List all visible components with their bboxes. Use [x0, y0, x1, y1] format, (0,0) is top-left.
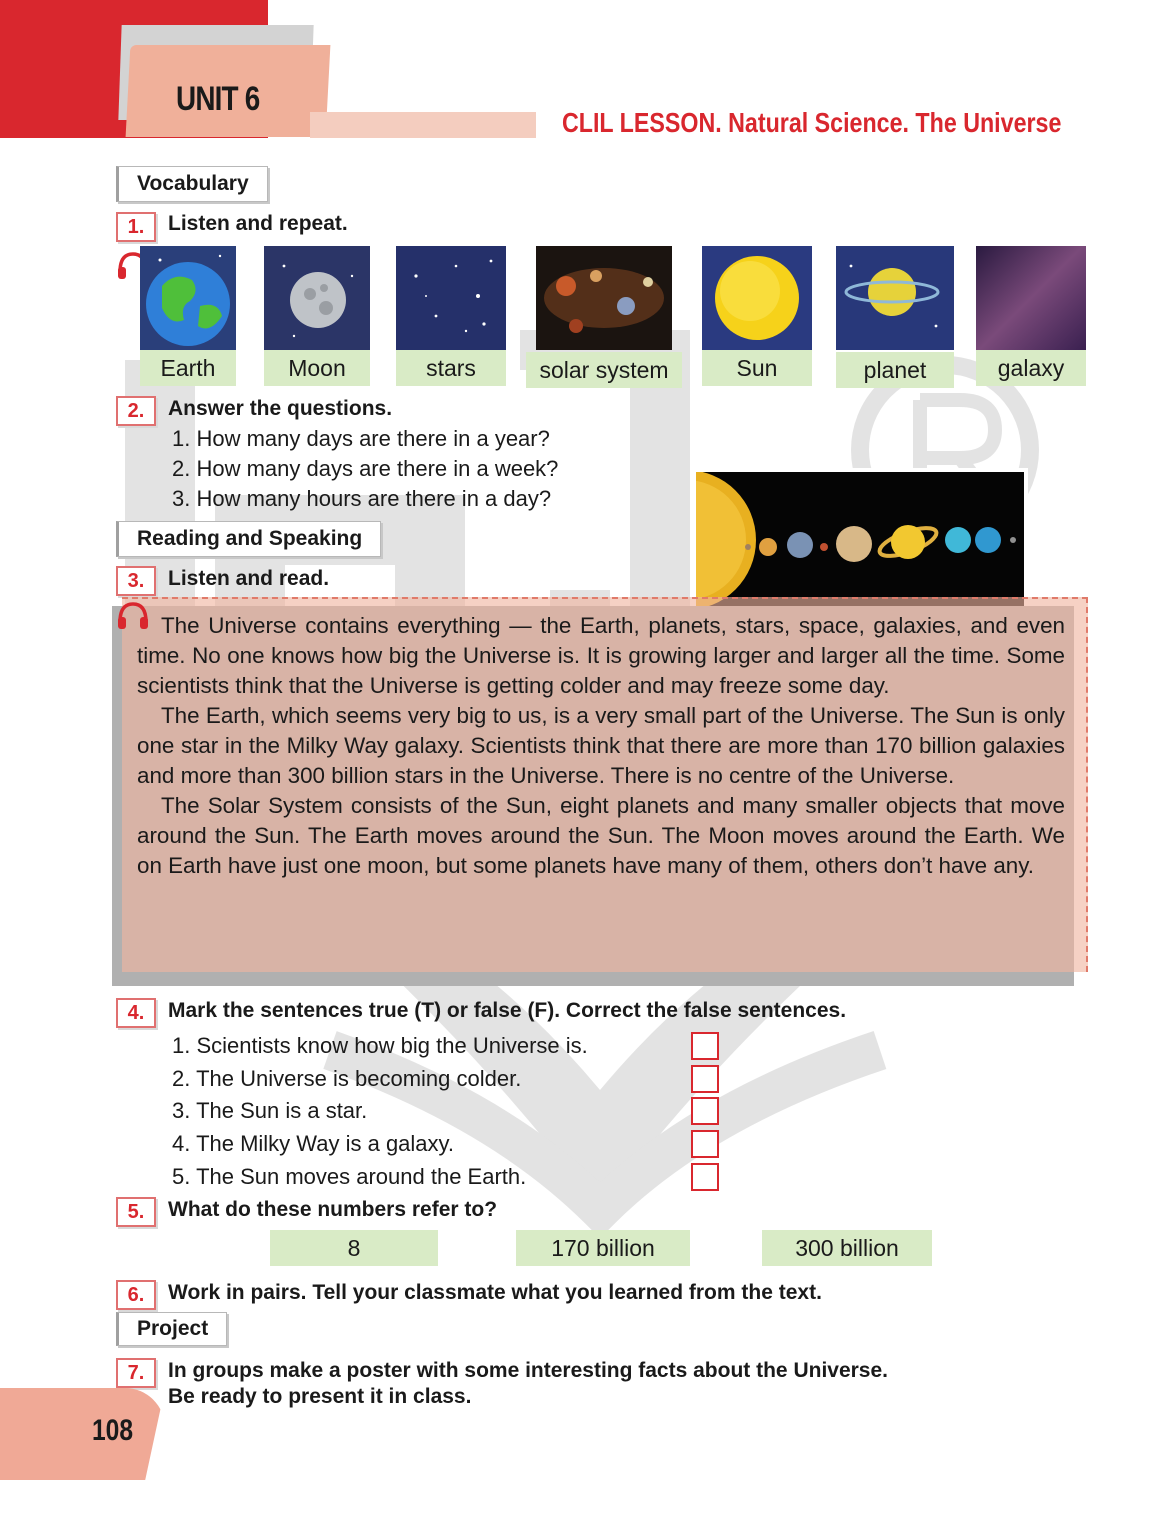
question-2: 2. How many days are there in a week? [172, 456, 559, 481]
planet-image [836, 246, 954, 350]
header-strip [310, 112, 536, 138]
exercise-2-instruction: Answer the questions. [168, 397, 393, 420]
unit-title: UNIT 6 [176, 80, 260, 118]
section-project: Project [116, 1312, 227, 1346]
moon-image [264, 246, 370, 350]
solar-system-image [536, 246, 672, 350]
exercise-7-instruction-line-2: Be ready to present it in class. [168, 1385, 472, 1408]
reading-paragraph-2: The Earth, which seems very big to us, is a very small part of the Universe. The Sun is only one star in the Milky Way galaxy. Scientists think that there are more than 170 billion galaxies and more than 300 billion stars in the Universe. There is no centre of the Universe. [137, 703, 1065, 788]
exercise-4-instruction: Mark the sentences true (T) or false (F). Correct the false sentences. [168, 999, 847, 1022]
exercise-3-instruction: Listen and read. [168, 567, 330, 590]
reading-paragraph-1: The Universe contains everything — the Earth, planets, stars, space, galaxies, and even time. No one knows how big the Universe is. It is growing larger and larger all the time. Some scientists think that the Universe is getting colder and may freeze some day. [137, 613, 1065, 698]
tf-checkbox-2[interactable] [691, 1065, 719, 1093]
vocab-label-galaxy: galaxy [976, 350, 1086, 386]
exercise-5-instruction: What do these numbers refer to? [168, 1198, 498, 1221]
lesson-title: CLIL LESSON. Natural Science. The Universe [562, 107, 1062, 138]
exercise-number-5: 5. [116, 1197, 156, 1227]
statement-5: 5. The Sun moves around the Earth. [172, 1164, 527, 1189]
vocab-label-moon: Moon [264, 350, 370, 386]
exercise-1-instruction: Listen and repeat. [168, 212, 348, 235]
section-vocabulary: Vocabulary [116, 166, 268, 202]
sun-image [702, 246, 812, 350]
page-corner [0, 1388, 165, 1480]
tf-checkbox-3[interactable] [691, 1097, 719, 1125]
statement-3: 3. The Sun is a star. [172, 1098, 368, 1123]
exercise-7-instruction-line-1: In groups make a poster with some interesting facts about the Universe. [168, 1359, 888, 1382]
vocab-label-earth: Earth [140, 350, 236, 386]
earth-image [140, 246, 236, 350]
section-reading-speaking: Reading and Speaking [116, 521, 381, 557]
vocab-label-sun: Sun [702, 350, 812, 386]
exercise-number-1: 1. [116, 212, 156, 242]
exercise-number-6: 6. [116, 1280, 156, 1310]
exercise-6-instruction: Work in pairs. Tell your classmate what you learned from the text. [168, 1281, 822, 1304]
tf-checkbox-4[interactable] [691, 1130, 719, 1158]
question-1: 1. How many days are there in a year? [172, 426, 550, 451]
exercise-number-4: 4. [116, 998, 156, 1028]
number-chip-300-billion: 300 billion [762, 1230, 932, 1266]
exercise-number-7: 7. [116, 1358, 156, 1388]
statement-4: 4. The Milky Way is a galaxy. [172, 1131, 455, 1156]
reading-text [137, 611, 1065, 881]
galaxy-image [976, 246, 1086, 350]
tf-checkbox-5[interactable] [691, 1163, 719, 1191]
exercise-number-3: 3. [116, 566, 156, 596]
tf-checkbox-1[interactable] [691, 1032, 719, 1060]
stars-image [396, 246, 506, 350]
statement-2: 2. The Universe is becoming colder. [172, 1066, 522, 1091]
number-chip-170-billion: 170 billion [516, 1230, 690, 1266]
number-chip-8: 8 [270, 1230, 438, 1266]
vocab-label-stars: stars [396, 350, 506, 386]
reading-paragraph-3: The Solar System consists of the Sun, eight planets and many smaller objects that move around the Sun. The Earth moves around the Sun. The Moon moves around the Earth. We on Earth have just one moon, but some planets have many of them, others don’t have any. [137, 793, 1065, 878]
vocab-label-planet: planet [836, 352, 954, 388]
exercise-number-2: 2. [116, 396, 156, 426]
solar-system-picture [692, 468, 1028, 612]
statement-1: 1. Scientists know how big the Universe is. [172, 1033, 588, 1058]
question-3: 3. How many hours are there in a day? [172, 486, 552, 511]
page-number: 108 [92, 1414, 134, 1447]
vocab-label-solar-system: solar system [526, 352, 682, 388]
